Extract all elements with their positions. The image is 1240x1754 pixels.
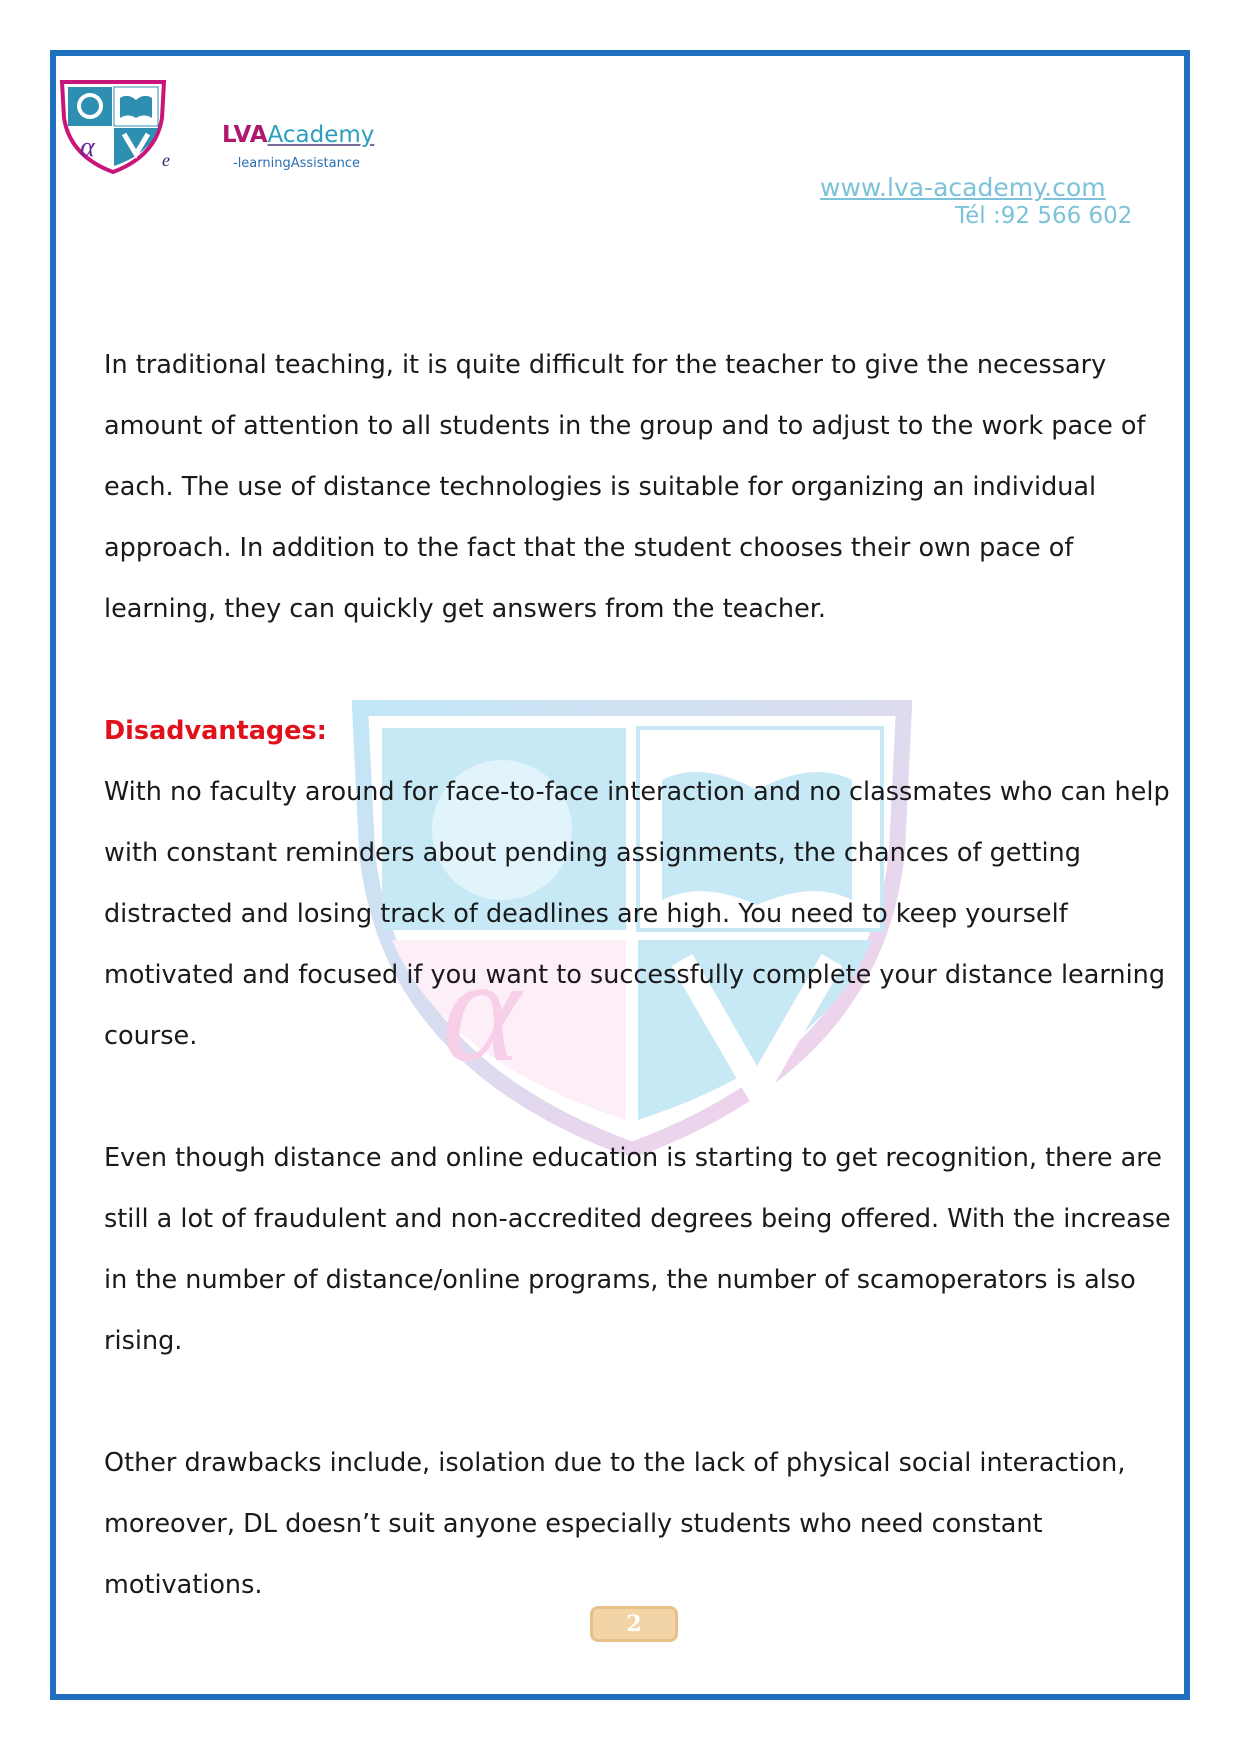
paragraph-distractions: With no faculty around for face-to-face interaction and no classmates who can help with constant reminders about pending assignments, the chances of getting distracted and losing track of deadlines are high. You need to keep yourself motivated and focused if you want to successfully complete your distance learning course. <box>104 777 1170 1051</box>
logo-letter: e <box>162 150 170 170</box>
svg-text:α: α <box>442 927 521 1093</box>
brand-academy: Academy <box>267 122 375 148</box>
brand-name <box>222 122 374 148</box>
paragraph-drawbacks: Other drawbacks include, isolation due to the lack of physical social interaction, moreover, DL doesn’t suit anyone especially students who need constant motivations. <box>104 1448 1126 1600</box>
brand-tagline: -learningAssistance <box>233 156 360 171</box>
section-heading-disadvantages: Disadvantages: <box>104 716 327 746</box>
svg-text:α: α <box>80 132 95 163</box>
phone-number: Tél :92 566 602 <box>955 203 1133 229</box>
lva-logo-icon <box>58 78 168 176</box>
website-link[interactable]: www.lva-academy.com <box>820 173 1106 202</box>
main-content <box>104 335 1184 1677</box>
paragraph-fraud: Even though distance and online education is starting to get recognition, there are still a lot of fraudulent and non-accredited degrees being offered. With the increase in the number of distance/online programs, the number of scamoperators is also rising. <box>104 1143 1171 1356</box>
brand-lva: LVA <box>222 122 268 148</box>
page-number: 2 <box>590 1606 678 1642</box>
paragraph-intro: In traditional teaching, it is quite difficult for the teacher to give the necessary amount of attention to all students in the group and to adjust to the work pace of each. The use of distance technologies is suitable for organizing an individual approach. In addition to the fact that the student chooses their own pace of learning, they can quickly get answers from the teacher. <box>104 350 1146 624</box>
